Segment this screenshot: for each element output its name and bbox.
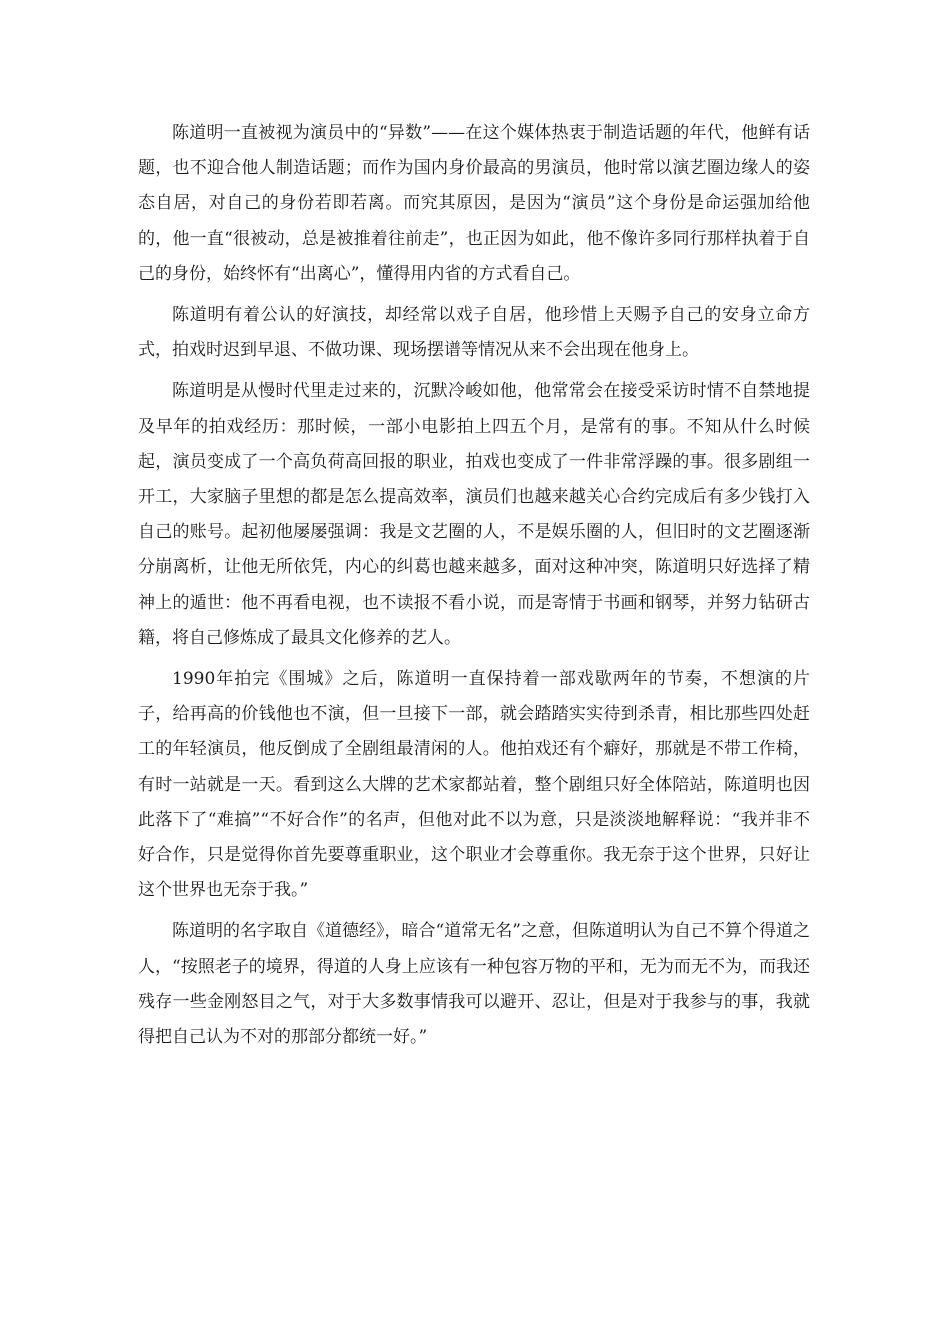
paragraph-4: 1990年拍完《围城》之后，陈道明一直保持着一部戏歇两年的节奏，不想演的片子，给再高的价钱他也不演，但一旦接下一部，就会踏踏实实待到杀青，相比那些四处赶工的年轻演员，他反倒成了全剧组最清闲的人。他拍戏还有个癖好，那就是不带工作椅，有时一站就是一天。看到这么大牌的艺术家都站着，整个剧组只好全体陪站，陈道明也因此落下了“难搞”“不好合作”的名声，但他对此不以为意，只是淡淡地解释说：“我并非不好合作，只是觉得你首先要尊重职业，这个职业才会尊重你。我无奈于这个世界，只好让这个世界也无奈于我。”: [138, 669, 810, 901]
paragraph-2: 陈道明有着公认的好演技，却经常以戏子自居，他珍惜上天赐予自己的安身立命方式，拍戏时迟到早退、不做功课、现场摆谱等情况从来不会出现在他身上。: [138, 305, 810, 361]
paragraph-3: 陈道明是从慢时代里走过来的，沉默冷峻如他，他常常会在接受采访时情不自禁地提及早年的拍戏经历：那时候，一部小电影拍上四五个月，是常有的事。不知从什么时候起，演员变成了一个高负荷高回报的职业，拍戏也变成了一件非常浮躁的事。很多剧组一开工，大家脑子里想的都是怎么提高效率，演员们也越来越关心合约完成后有多少钱打入自己的账号。起初他屡屡强调：我是文艺圈的人，不是娱乐圈的人，但旧时的文艺圈逐渐分崩离析，让他无所依凭，内心的纠葛也越来越多，面对这种冲突，陈道明只好选择了精神上的遁世：他不再看电视，也不读报不看小说，而是寄情于书画和钢琴，并努力钻研古籍，将自己修炼成了最具文化修养的艺人。: [138, 381, 810, 648]
paragraph-1: 陈道明一直被视为演员中的“异数”——在这个媒体热衷于制造话题的年代，他鲜有话题，也不迎合他人制造话题；而作为国内身价最高的男演员，他时常以演艺圈边缘人的姿态自居，对自己的身份若即若离。而究其原因，是因为“演员”这个身份是命运强加给他的，他一直“很被动，总是被推着往前走”，也正因为如此，他不像许多同行那样执着于自己的身份，始终怀有“出离心”，懂得用内省的方式看自己。: [138, 123, 810, 284]
document-body: [138, 116, 810, 1061]
paragraph-5: 陈道明的名字取自《道德经》，暗合“道常无名”之意，但陈道明认为自己不算个得道之人，“按照老子的境界，得道的人身上应该有一种包容万物的平和，无为而无不为，而我还残存一些金刚怒目之气，对于大多数事情我可以避开、忍让，但是对于我参与的事，我就得把自己认为不对的那部分都统一好。”: [138, 921, 810, 1048]
